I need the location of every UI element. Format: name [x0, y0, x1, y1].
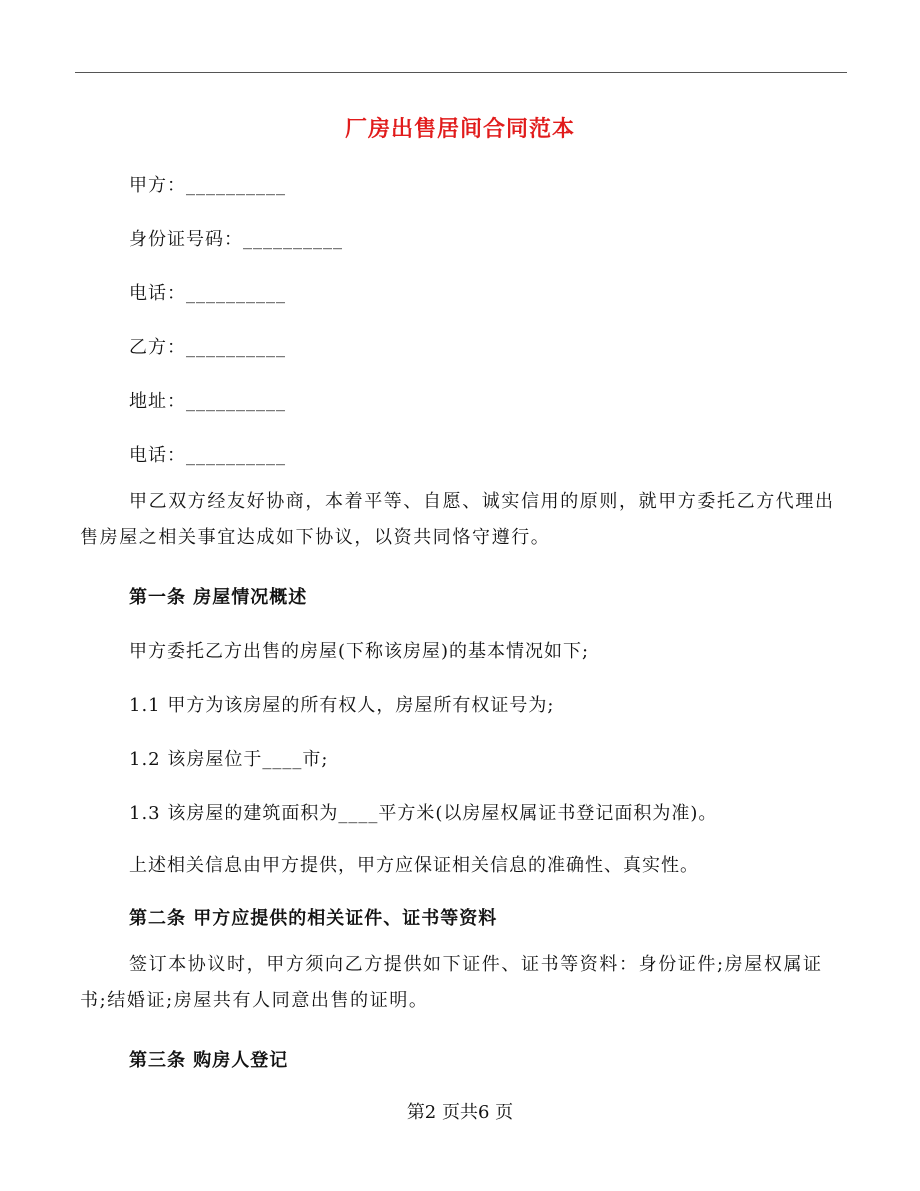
article1-line: 上述相关信息由甲方提供，甲方应保证相关信息的准确性、真实性。: [129, 855, 699, 876]
party-b-field: 乙方：__________: [129, 337, 286, 358]
header-rule: [75, 72, 847, 73]
article1-line: 1.2 该房屋位于____市;: [129, 749, 329, 770]
article1-heading: 第一条 房屋情况概述: [129, 587, 308, 608]
phone-b-field: 电话：__________: [129, 445, 286, 466]
intro-text: 甲乙双方经友好协商，本着平等、自愿、诚实信用的原则，就甲方委托乙方代理出售房屋之相关事宜达成如下协议，以资共同恪守遵行。: [80, 491, 835, 548]
article1-line: 1.1 甲方为该房屋的所有权人，房屋所有权证号为;: [129, 695, 555, 716]
article2-paragraph: [80, 947, 840, 1019]
article1-line: 甲方委托乙方出售的房屋(下称该房屋)的基本情况如下;: [129, 641, 590, 662]
page-footer: 第2 页共6 页: [406, 1102, 514, 1123]
intro-paragraph: [80, 484, 840, 556]
id-number-field: 身份证号码：__________: [129, 229, 343, 250]
address-field: 地址：__________: [129, 391, 286, 412]
article1-line: 1.3 该房屋的建筑面积为____平方米(以房屋权属证书登记面积为准)。: [129, 803, 718, 824]
party-a-field: 甲方：__________: [129, 175, 286, 196]
phone-a-field: 电话：__________: [129, 283, 286, 304]
article2-text: 签订本协议时，甲方须向乙方提供如下证件、证书等资料：身份证件;房屋权属证书;结婚证;房屋共有人同意出售的证明。: [80, 954, 823, 1011]
article3-heading: 第三条 购房人登记: [129, 1050, 289, 1071]
article2-heading: 第二条 甲方应提供的相关证件、证书等资料: [129, 908, 498, 929]
document-title: 厂房出售居间合同范本: [344, 117, 575, 142]
